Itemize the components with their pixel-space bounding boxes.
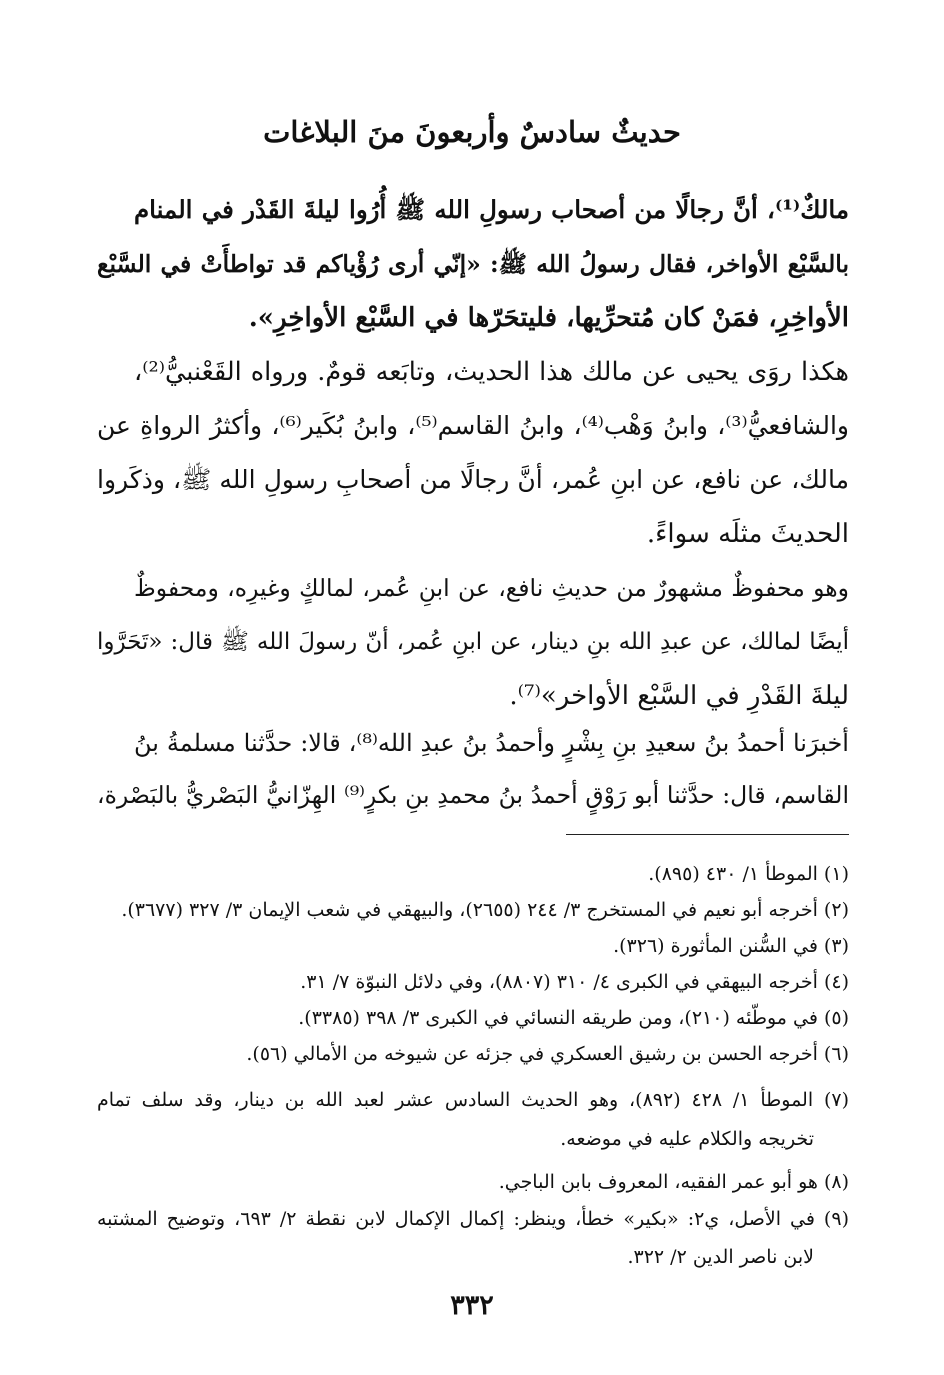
footnote-separator xyxy=(566,834,849,835)
footnote-2: (٢) أخرجه أبو نعيم في المستخرج ٣/ ٢٤٤ (٢٦٥٥)، والبيهقي في شعب الإيمان ٣/ ٣٢٧ (٣٦٧٧). xyxy=(121,899,849,921)
hadith-line-1: مالكٌ⁽¹⁾، أنَّ رجالًا من أصحاب رسولِ الله ﷺ أُرُوا ليلةَ القَدْر في المنام xyxy=(134,195,849,224)
commentary-p1-line-3: مالك، عن نافع، عن ابنِ عُمر، أنَّ رجالًا من أصحابِ رسولِ الله ﷺ، وذكَروا xyxy=(97,465,849,494)
page-number: ٣٣٢ xyxy=(450,1290,494,1321)
footnote-9-continued: لابن ناصر الدين ٢/ ٣٢٢. xyxy=(627,1246,814,1268)
commentary-p1-line-1: هكذا روَى يحيى عن مالك هذا الحديث، وتابَعه قومٌ. ورواه القَعْنبيُّ⁽²⁾، xyxy=(134,357,849,387)
footnote-3: (٣) في السُّنن المأثورة (٣٢٦). xyxy=(613,935,849,957)
footnote-4: (٤) أخرجه البيهقي في الكبرى ٤/ ٣١٠ (٨٨٠٧)، وفي دلائل النبوّة ٧/ ٣١. xyxy=(300,971,849,993)
footnote-9: (٩) في الأصل، ي٢: «بكير» خطأ، وينظر: إكمال الإكمال لابن نقطة ٢/ ٦٩٣، وتوضيح المشتبه xyxy=(97,1208,849,1230)
commentary-p2-line-3: ليلةَ القَدْرِ في السَّبْع الأواخر»⁽⁷⁾. xyxy=(509,681,849,711)
footnote-7: (٧) الموطأ ١/ ٤٢٨ (٨٩٢)، وهو الحديث السادس عشر لعبد الله بن دينار، وقد سلف تمام xyxy=(97,1089,849,1111)
commentary-p1-line-4: الحديثَ مثلَه سواءً. xyxy=(646,519,849,549)
commentary-p3-line-2: القاسم، قال: حدَّثنا أبو رَوْقٍ أحمدُ بنُ محمدِ بنِ بكرٍ⁽⁹⁾ الهِزّانيُّ البَصْريُّ بالبَصْرة، xyxy=(97,781,849,809)
footnote-6: (٦) أخرجه الحسن بن رشيق العسكري في جزئه عن شيوخه من الأمالي (٥٦). xyxy=(246,1043,849,1065)
commentary-p2-line-1: وهو محفوظٌ مشهورٌ من حديثِ نافع، عن ابنِ عُمر، لمالكٍ وغيرِه، ومحفوظٌ xyxy=(134,574,849,602)
commentary-p1-line-2: والشافعيُّ⁽³⁾، وابنُ وَهْب⁽⁴⁾، وابنُ القاسم⁽⁵⁾، وابنُ بُكَير⁽⁶⁾، وأكثرُ الرواةِ عن xyxy=(97,411,849,440)
commentary-p3-line-1: أخبرَنا أحمدُ بنُ سعيدِ بنِ بِشْرٍ وأحمدُ بنُ عبدِ الله⁽⁸⁾، قالا: حدَّثنا مسلمةُ بنُ xyxy=(134,729,849,757)
footnote-1: (١) الموطأ ١/ ٤٣٠ (٨٩٥). xyxy=(648,863,849,885)
hadith-line-3: الأواخِرِ، فمَنْ كان مُتحرِّيها، فليتحَرّها في السَّبْع الأواخِرِ». xyxy=(248,303,849,333)
footnote-8: (٨) هو أبو عمر الفقيه، المعروف بابن الباجي. xyxy=(498,1171,849,1193)
footnote-7-continued: تخريجه والكلام عليه في موضعه. xyxy=(560,1128,814,1150)
hadith-title: حديثٌ سادسٌ وأربعونَ منَ البلاغات xyxy=(263,115,681,149)
commentary-p2-line-2: أيضًا لمالك، عن عبدِ الله بنِ دينار، عن ابنِ عُمر، أنّ رسولَ الله ﷺ قال: «تَحَرَّوا xyxy=(97,629,849,655)
hadith-line-2: بالسَّبْع الأواخر، فقال رسولُ الله ﷺ: «إنّي أرى رُؤْياكم قد تواطأَتْ في السَّبْع xyxy=(97,250,849,278)
footnote-5: (٥) في موطّئه (٢١٠)، ومن طريقه النسائي في الكبرى ٣/ ٣٩٨ (٣٣٨٥). xyxy=(298,1007,849,1029)
